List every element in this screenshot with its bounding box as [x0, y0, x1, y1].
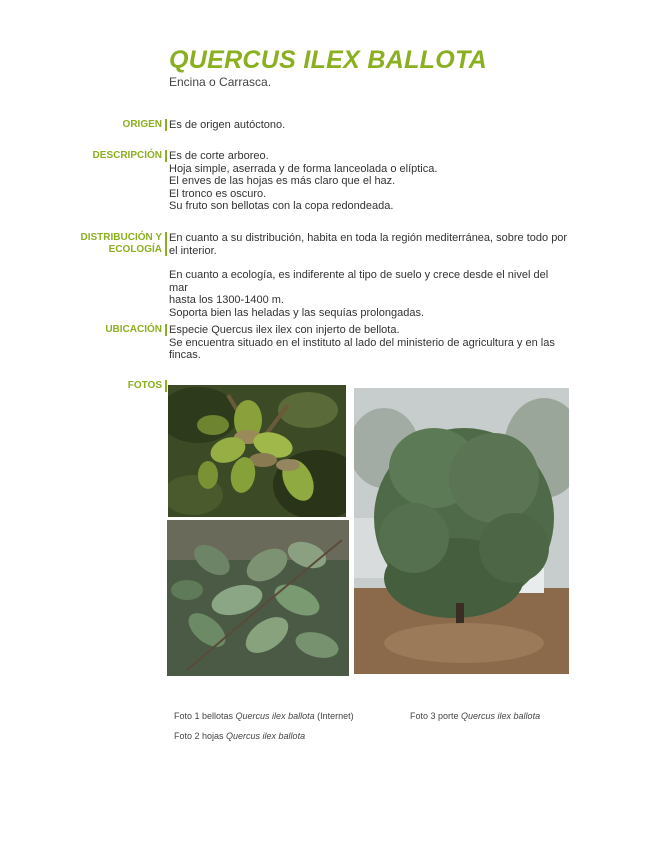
section-body-distribucion: En cuanto a su distribución, habita en toda la región mediterránea, sobre todo por el interior. En cuanto a ecología, es indiferente al tipo de suelo y crece desde el nivel del mar hasta los 1300-1400 m. Soporta bien las heladas y las sequías prolongadas. — [169, 232, 568, 319]
section-label-descripcion: DESCRIPCIÓN — [60, 150, 167, 162]
section-body-origen: Es de origen autóctono. — [169, 119, 286, 131]
page-subtitle: Encina o Carrasca. — [169, 75, 272, 89]
section-label-origen: ORIGEN — [60, 119, 167, 131]
section-body-descripcion: Es de corte arboreo. Hoja simple, aserrada y de forma lanceolada o elíptica. El enves de las hojas es más claro que el haz. El tronco es oscuro. Su fruto son bellotas con la copa redondeada. — [169, 150, 438, 213]
caption-foto2: Foto 2 hojas Quercus ilex ballota — [174, 731, 306, 741]
photo-leaves — [167, 520, 349, 676]
section-label-fotos: FOTOS — [60, 380, 167, 392]
photo-acorns — [168, 385, 346, 517]
caption-foto1: Foto 1 bellotas Quercus ilex ballota (Internet) — [174, 711, 354, 721]
caption-foto3: Foto 3 porte Quercus ilex ballota — [410, 711, 541, 721]
section-label-distribucion: DISTRIBUCIÓN Y ECOLOGÍA — [60, 232, 167, 256]
section-label-ubicacion: UBICACIÓN — [60, 324, 167, 336]
photo-tree — [354, 388, 569, 674]
page-title: QUERCUS ILEX BALLOTA — [169, 46, 488, 74]
section-body-ubicacion: Especie Quercus ilex ilex con injerto de bellota. Se encuentra situado en el instituto al lado del ministerio de agricultura y en las fincas. — [169, 324, 555, 362]
